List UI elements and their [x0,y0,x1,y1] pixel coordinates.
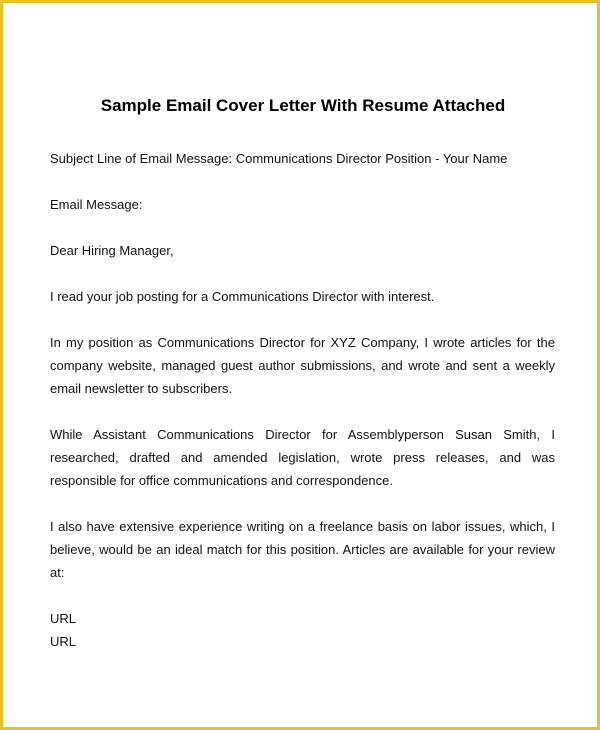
paragraph-freelance-experience: I also have extensive experience writing on a freelance basis on labor issues, which, I believe, would be an ideal match for this position. Articles are available for your review at: [50,519,555,580]
subject-line: Subject Line of Email Message: Communications Director Position - Your Name [50,151,508,166]
salutation: Dear Hiring Manager, [50,243,174,258]
paragraph-intro: I read your job posting for a Communications Director with interest. [50,289,435,304]
url-list [50,607,76,653]
email-message-label: Email Message: [50,197,143,212]
url-item: URL [50,611,77,626]
paragraph-current-position: In my position as Communications Director for XYZ Company, I wrote articles for the company website, managed guest author submissions, and wrote and sent a weekly email newsletter to subscribers. [50,335,555,396]
paragraph-previous-position: While Assistant Communications Director for Assemblyperson Susan Smith, I researched, drafted and amended legislation, wrote press releases, and was responsible for office communications and correspondence. [50,427,555,488]
document-title: Sample Email Cover Letter With Resume Attached [100,96,506,115]
url-item: URL [50,634,77,649]
